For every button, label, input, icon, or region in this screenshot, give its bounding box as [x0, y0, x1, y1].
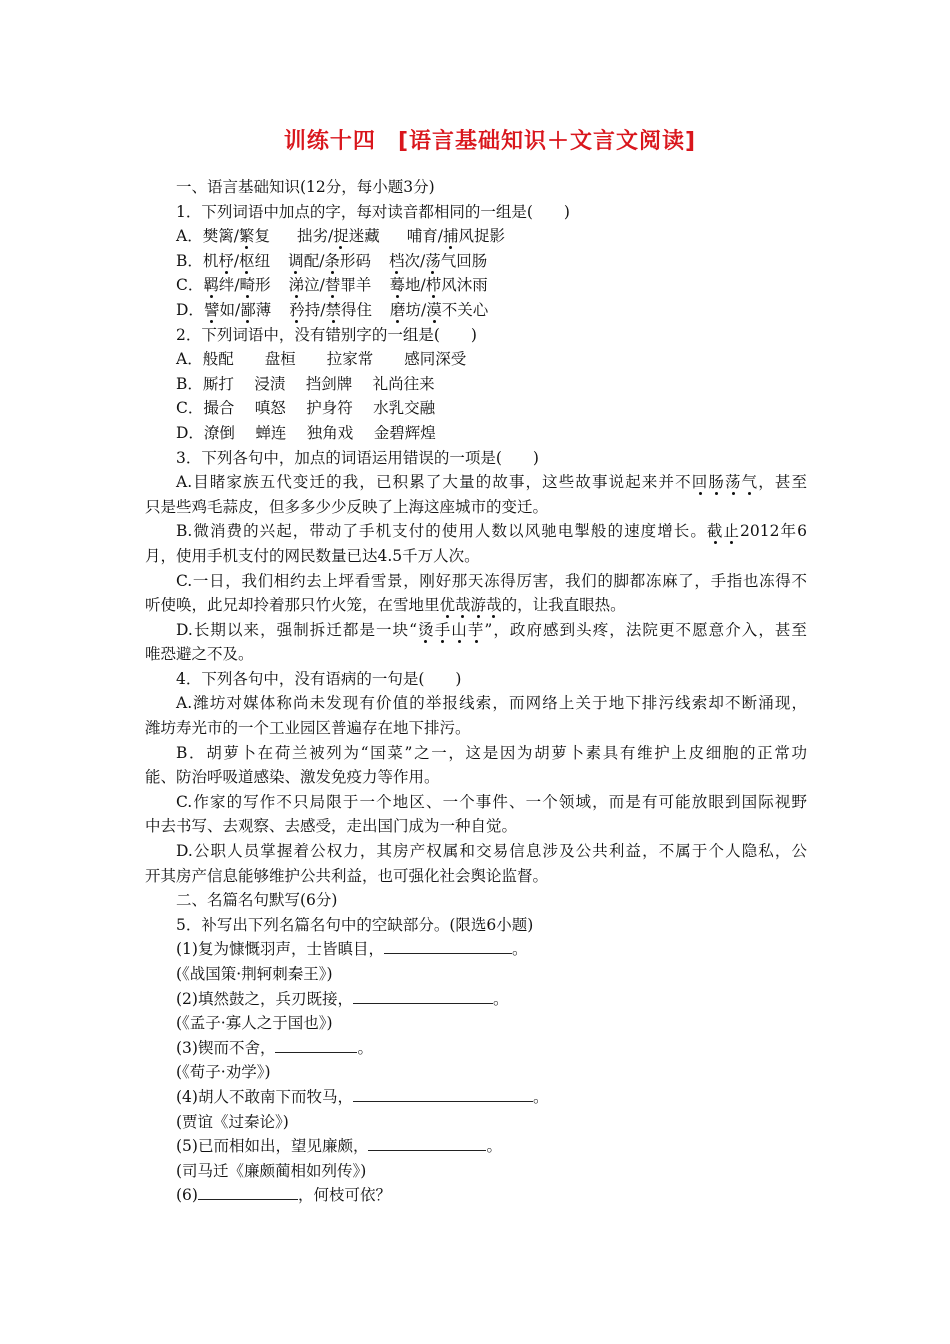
- fill-blank-1[interactable]: [384, 939, 512, 954]
- question-3-option-d-line-1: D.长期以来，强制拆迁都是一块“烫手山芋”，政府感到头疼，法院更不愿意介入，甚至: [176, 620, 807, 639]
- question-2-stem: 2．下列词语中，没有错别字的一组是( ): [176, 325, 477, 344]
- fill-blank-2[interactable]: [353, 989, 493, 1004]
- question-2-option-d: D．潦倒 蝉连 独角戏 金碧辉煌: [176, 423, 436, 442]
- fill-item-3-source: (《荀子·劝学》): [176, 1063, 271, 1082]
- question-5-stem: 5．补写出下列名篇名句中的空缺部分。(限选6小题): [176, 915, 534, 934]
- fill-item-1-end: 。: [511, 940, 528, 959]
- question-2-option-b: B．厮打 浸渍 挡剑牌 礼尚往来: [176, 374, 435, 393]
- question-3-option-a-line-1: A.目睹家族五代变迁的我，已积累了大量的故事，这些故事说起来并不回肠荡气，甚至: [176, 473, 807, 492]
- question-4-option-d-line-2: 开其房产信息能够维护公共利益，也可强化社会舆论监督。: [145, 866, 549, 885]
- question-1-option-a: A．樊篱/繁复 拙劣/捉迷藏 哺育/捕风捉影: [176, 227, 505, 246]
- fill-item-3-text: (3)锲而不舍，: [176, 1038, 276, 1057]
- fill-item-4-end: 。: [532, 1087, 549, 1106]
- fill-blank-6[interactable]: [198, 1185, 298, 1200]
- question-4-option-a-line-1: A.潍坊对媒体称尚未发现有价值的举报线索，而网络上关于地下排污线索却不断涌现，: [176, 694, 807, 713]
- fill-item-2-source: (《孟子·寡人之于国也》): [176, 1014, 333, 1033]
- section-heading-quotations: 二、名篇名句默写(6分): [176, 891, 338, 910]
- section-heading-language-basics: 一、语言基础知识(12分，每小题3分): [176, 178, 435, 196]
- fill-item-1-source: (《战国策·荆轲刺秦王》): [176, 965, 333, 983]
- fill-item-5-source: (司马迁《廉颇蔺相如列传》): [176, 1161, 367, 1180]
- fill-item-2-text: (2)填然鼓之，兵刃既接，: [176, 989, 353, 1008]
- question-3-option-b-line-1: B.微消费的兴起，带动了手机支付的使用人数以风驰电掣般的速度增长。截止2012年6: [176, 522, 807, 541]
- question-3-option-d-line-2: 唯恐避之不及。: [145, 645, 254, 664]
- fill-item-6-number: (6): [176, 1186, 198, 1205]
- fill-item-1-text: (1)复为慷慨羽声，士皆瞋目，: [176, 940, 384, 959]
- question-3-option-a-line-2: 只是些鸡毛蒜皮，但多多少少反映了上海这座城市的变迁。: [145, 497, 549, 516]
- fill-item-4: [145, 1085, 807, 1110]
- question-2-option-c: C．撮合 嗔怒 护身符 水乳交融: [176, 399, 436, 418]
- question-4-option-b-line-2: 能、防治呼吸道感染、激发免疫力等作用。: [145, 768, 440, 787]
- fill-item-6-text: ，何枝可依？: [297, 1186, 391, 1205]
- fill-blank-5[interactable]: [368, 1136, 486, 1151]
- question-1-stem: 1．下列词语中加点的字，每对读音都相同的一组是( ): [176, 202, 570, 221]
- question-3-stem: 3．下列各句中，加点的词语运用错误的一项是( ): [176, 448, 539, 467]
- fill-item-5-end: 。: [486, 1137, 502, 1156]
- question-4-option-a-line-2: 潍坊寿光市的一个工业园区普遍存在地下排污。: [145, 719, 471, 738]
- question-1-option-d: D．譬如/鄙薄 矜持/禁得住 磨坊/漠不关心: [176, 300, 489, 319]
- fill-item-4-source: (贾谊《过秦论》): [176, 1112, 289, 1131]
- question-4-option-b-line-1: B．胡萝卜在荷兰被列为“国菜”之一，这是因为胡萝卜素具有维护上皮细胞的正常功: [176, 743, 807, 762]
- question-4-stem: 4．下列各句中，没有语病的一句是( ): [176, 669, 462, 688]
- fill-item-3-end: 。: [357, 1038, 373, 1057]
- page-title: [0, 124, 950, 155]
- question-1-option-c: C．羁绊/畸形 涕泣/替罪羊 蓦地/栉风沐雨: [176, 276, 488, 295]
- title-main: 训练十四: [283, 129, 376, 154]
- fill-blank-3[interactable]: [275, 1038, 357, 1053]
- question-3-option-c-line-2: 听使唤，此兄却拎着那只竹火笼，在雪地里优哉游哉的，让我直眼热。: [145, 596, 626, 615]
- question-4-option-c-line-2: 中去书写、去观察、去感受，走出国门成为一种自觉。: [145, 817, 518, 836]
- fill-item-3: [145, 1036, 807, 1061]
- fill-blank-4[interactable]: [353, 1087, 533, 1102]
- question-4-option-d-line-1: D.公职人员掌握着公权力，其房产权属和交易信息涉及公共利益，不属于个人隐私，公: [176, 842, 807, 861]
- question-1-option-b: B．机杼/枢纽 调配/条形码 档次/荡气回肠: [176, 251, 488, 270]
- document-body: [145, 175, 807, 1208]
- fill-item-5: [145, 1134, 807, 1159]
- fill-item-5-text: (5)已而相如出，望见廉颇，: [176, 1137, 369, 1156]
- fill-item-2-end: 。: [492, 989, 509, 1008]
- fill-item-1: [145, 937, 807, 962]
- question-2-option-a: A．般配 盘桓 拉家常 感同深受: [176, 350, 467, 369]
- question-4-option-c-line-1: C.作家的写作不只局限于一个地区、一个事件、一个领域，而是有可能放眼到国际视野: [176, 792, 807, 811]
- fill-item-2: [145, 987, 807, 1012]
- title-sub: [语言基础知识＋文言文阅读]: [397, 129, 697, 154]
- fill-item-4-text: (4)胡人不敢南下而牧马，: [176, 1087, 353, 1106]
- fill-item-6: [145, 1183, 807, 1208]
- question-3-option-c-line-1: C.一日，我们相约去上坪看雪景，刚好那天冻得厉害，我们的脚都冻麻了，手指也冻得不: [176, 571, 807, 590]
- question-3-option-b-line-2: 月，使用手机支付的网民数量已达4.5千万人次。: [145, 546, 480, 565]
